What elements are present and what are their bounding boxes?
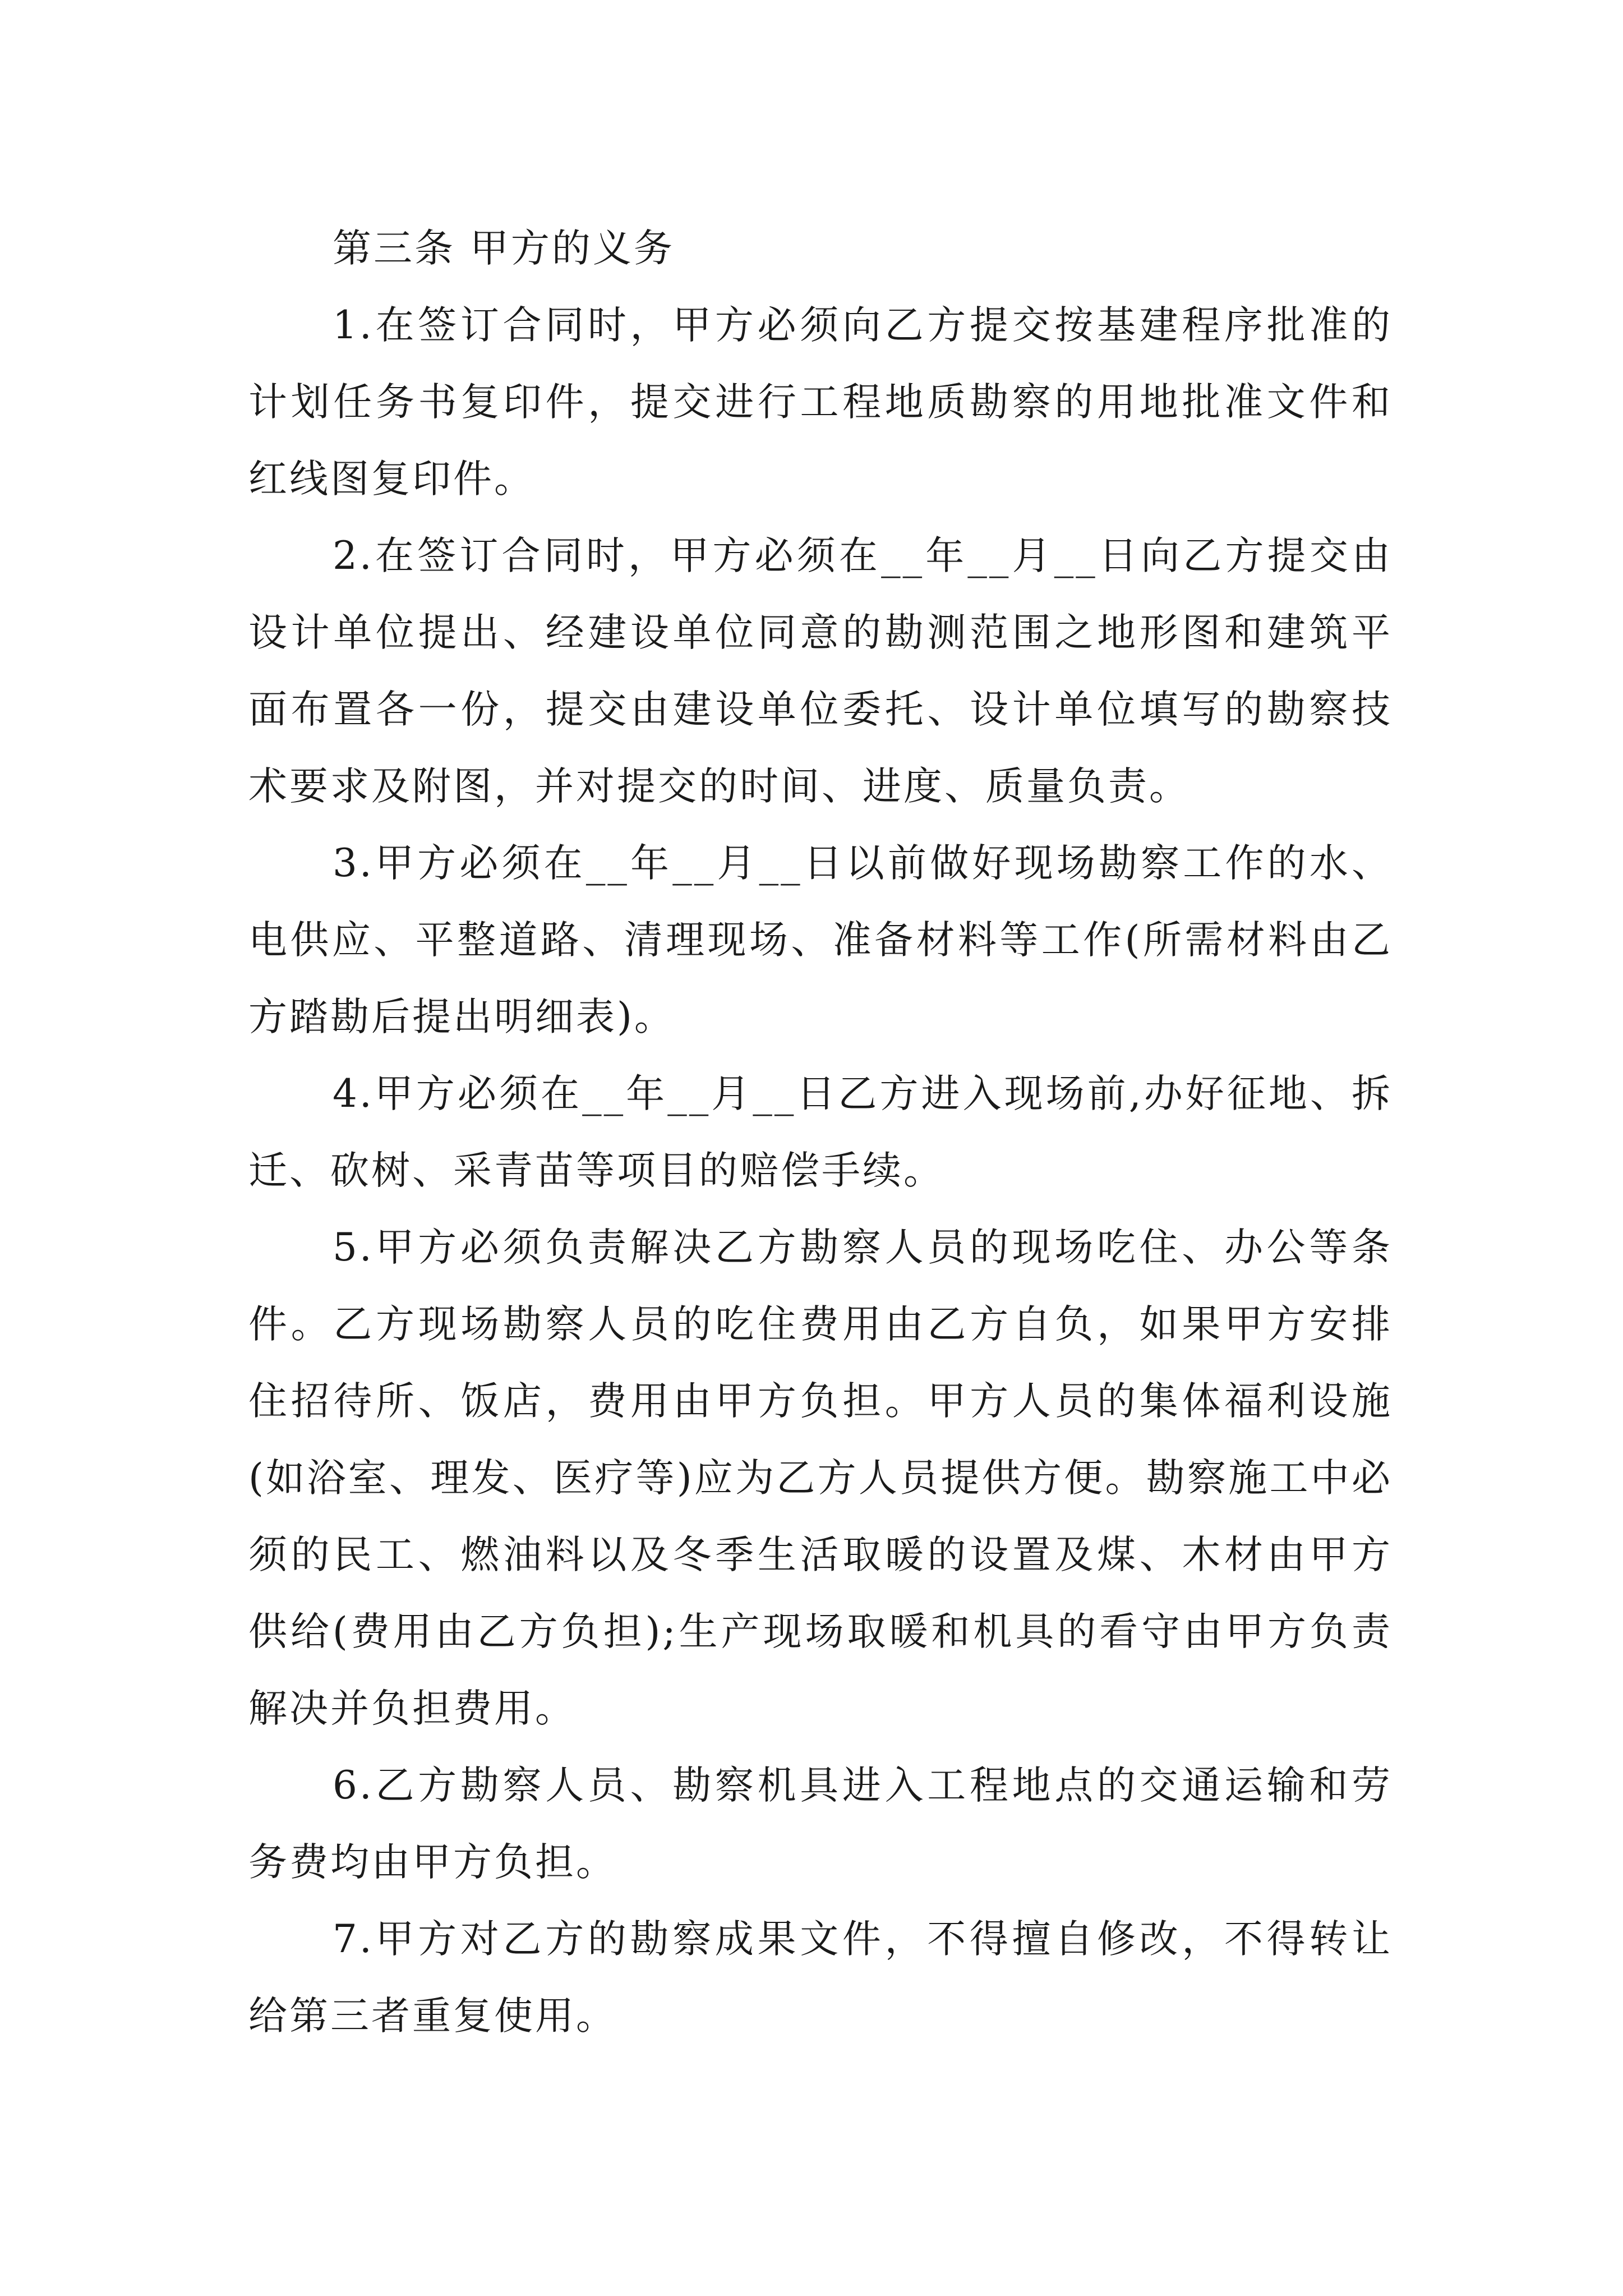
- document-body: [248, 210, 1393, 2055]
- obligation-paragraph-6: 6.乙方勘察人员、勘察机具进入工程地点的交通运输和劳务费均由甲方负担。: [248, 1763, 1393, 1885]
- obligation-paragraph-1: 1.在签订合同时，甲方必须向乙方提交按基建程序批准的计划任务书复印件，提交进行工程地质勘察的用地批准文件和红线图复印件。: [248, 303, 1393, 501]
- obligation-paragraph-4: 4.甲方必须在__年__月__日乙方进入现场前,办好征地、拆迁、砍树、采青苗等项目的赔偿手续。: [248, 1071, 1393, 1193]
- obligation-paragraph-2: 2.在签订合同时，甲方必须在__年__月__日向乙方提交由设计单位提出、经建设单位同意的勘测范围之地形图和建筑平面布置各一份，提交由建设单位委托、设计单位填写的勘察技术要求及附图，并对提交的时间、进度、质量负责。: [248, 533, 1393, 809]
- section-heading: 第三条 甲方的义务: [333, 226, 675, 271]
- obligation-paragraph-3: 3.甲方必须在__年__月__日以前做好现场勘察工作的水、电供应、平整道路、清理现场、准备材料等工作(所需材料由乙方踏勘后提出明细表)。: [248, 841, 1393, 1039]
- obligation-paragraph-5: 5.甲方必须负责解决乙方勘察人员的现场吃住、办公等条件。乙方现场勘察人员的吃住费用由乙方自负，如果甲方安排住招待所、饭店，费用由甲方负担。甲方人员的集体福利设施(如浴室、理发、医疗等)应为乙方人员提供方便。勘察施工中必须的民工、燃油料以及冬季生活取暖的设置及煤、木材由甲方供给(费用由乙方负担);生产现场取暖和机具的看守由甲方负责解决并负担费用。: [248, 1225, 1393, 1731]
- obligation-paragraph-7: 7.甲方对乙方的勘察成果文件，不得擅自修改，不得转让给第三者重复使用。: [248, 1917, 1393, 2039]
